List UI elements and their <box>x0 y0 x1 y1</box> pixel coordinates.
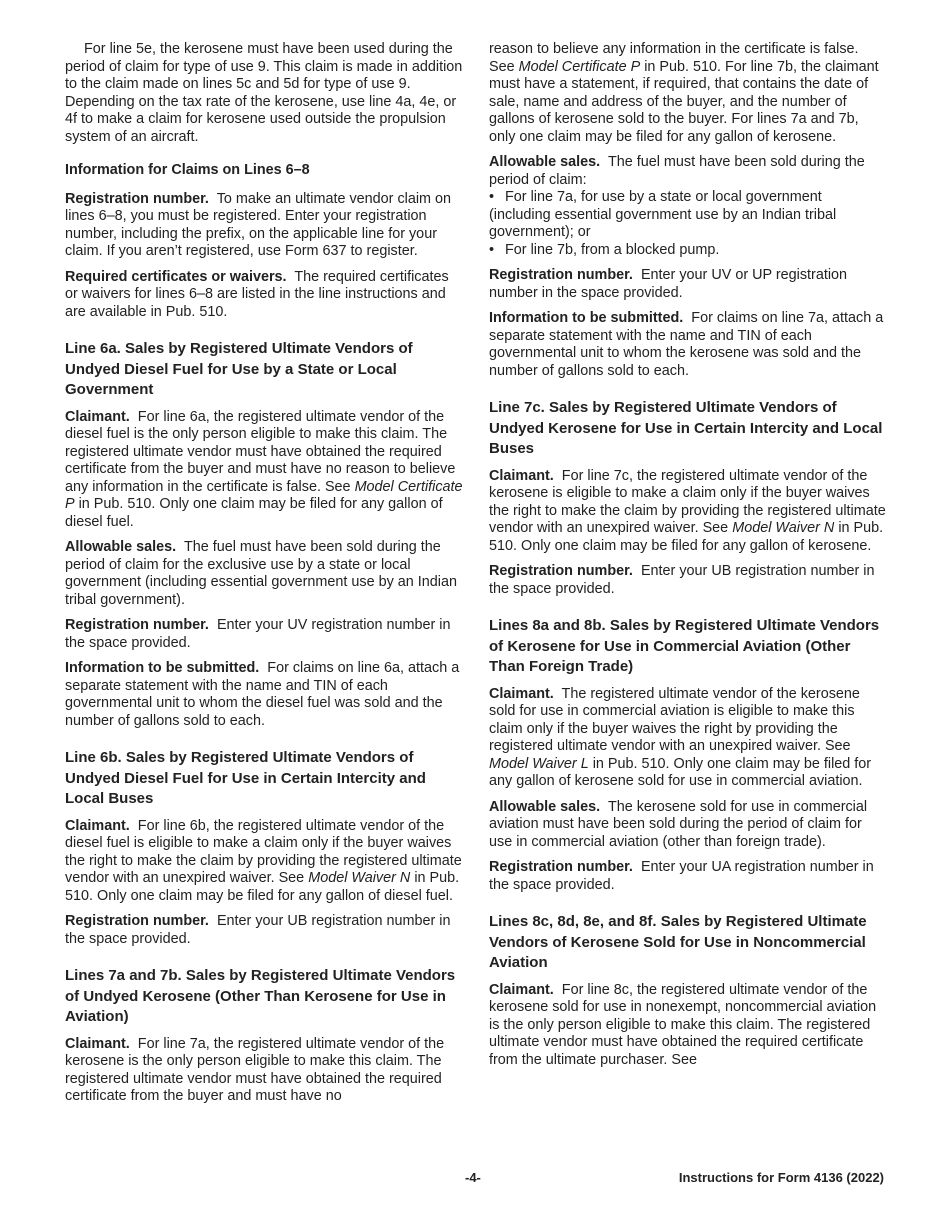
registration-label: Registration number. <box>489 267 633 283</box>
right-column <box>489 41 887 1069</box>
bullet-item <box>489 189 887 242</box>
registration-7-text: Enter your UV or UP registration number in the space provided. <box>489 267 848 301</box>
info-submitted-7-paragraph <box>489 310 887 380</box>
registration-6a-text: Enter your UV registration number in the space provided. <box>65 617 451 651</box>
model-waiver-ref: Model Waiver L <box>489 755 589 772</box>
heading-lines-7a-7b: Lines 7a and 7b. Sales by Registered Ultimate Vendors of Undyed Kerosene (Other Than Kerosene for Use in Aviation) <box>65 967 456 1025</box>
document-title: Instructions for Form 4136 (2022) <box>678 1170 884 1185</box>
model-waiver-ref: Model Waiver N <box>308 870 411 886</box>
claimant-8ab-paragraph <box>489 686 887 791</box>
bullet-text: For line 7b, from a blocked pump. <box>505 241 720 258</box>
heading-line-7c: Line 7c. Sales by Registered Ultimate Vendors of Undyed Kerosene for Use in Certain Intercity and Local Buses <box>489 399 883 457</box>
registration-7-paragraph <box>489 267 887 302</box>
claimant-8c-paragraph <box>489 982 887 1070</box>
claimant-label: Claimant. <box>489 467 554 484</box>
registration-6a-paragraph <box>65 617 463 652</box>
registration-label: Registration number. <box>65 190 209 207</box>
registration-6b-text: Enter your UB registration number in the space provided. <box>65 913 451 947</box>
bullet-text: For line 7a, for use by a state or local government (including essential government use by an Indian tribal government); or <box>489 189 837 240</box>
allowable-sales-label: Allowable sales. <box>489 798 601 815</box>
continued-paragraph <box>489 41 887 146</box>
claimant-7a-paragraph <box>65 1036 463 1106</box>
claimant-8c-text: For line 8c, the registered ultimate vendor of the kerosene sold for use in nonexempt, noncommercial aviation is the only person eligible to make this claim. The registered ultimate vendor must have obtained the required certificate from the ultimate purchaser. See <box>489 981 877 1068</box>
allowable-sales-label: Allowable sales. <box>65 539 177 555</box>
claimant-7c-text: For line 7c, the registered ultimate vendor of the kerosene is eligible to make a claim only if the buyer waives the right to make the claim by providing the registered ultimate vendor with an unexpired waiver. See <box>489 467 886 536</box>
continued-text: reason to believe any information in the certificate is false. See <box>489 41 859 75</box>
info-claims-heading: Information for Claims on Lines 6–8 <box>65 162 310 178</box>
claimant-label: Claimant. <box>65 817 130 834</box>
claimant-8ab-text: The registered ultimate vendor of the kerosene sold for use in commercial aviation is eligible to make this claim only if the buyer waives the right by providing the registered ultimate vendor with an unexpired waiver. See <box>489 685 860 754</box>
info-submitted-6a-text: For claims on line 6a, attach a separate statement with the name and TIN of each governmental unit to whom the diesel fuel was sold and the number of gallons sold to each. <box>65 660 460 729</box>
heading-lines-8a-8b: Lines 8a and 8b. Sales by Registered Ultimate Vendors of Kerosene for Use in Commercial Aviation (Other Than Foreign Trade) <box>489 617 880 675</box>
allowable-sales-6a-text: The fuel must have been sold during the period of claim for the exclusive use by a state or local government (including essential government use by an Indian tribal government). <box>65 539 457 608</box>
claimant-label: Claimant. <box>65 408 130 425</box>
registration-6b-paragraph <box>65 913 463 948</box>
registration-7c-paragraph <box>489 563 887 598</box>
heading-line-6b: Line 6b. Sales by Registered Ultimate Vendors of Undyed Diesel Fuel for Use in Certain Intercity and Local Buses <box>65 749 426 807</box>
continued-text-end: in Pub. 510. For line 7b, the claimant must have a statement, if required, that contains the date of sale, name and address of the buyer, and the number of gallons of kerosene sold to the buyer. For lines 7a and 7b, only one claim may be filed for any gallon of kerosene. <box>489 58 879 145</box>
bullet-icon: • <box>489 241 495 258</box>
registration-8ab-paragraph <box>489 859 887 894</box>
claimant-7a-text: For line 7a, the registered ultimate vendor of the kerosene is the only person eligible to make this claim. The registered ultimate vendor must have obtained the required certificate from the buyer and must have no <box>65 1035 445 1104</box>
registration-7c-text: Enter your UB registration number in the space provided. <box>489 563 875 597</box>
required-certificates-paragraph <box>65 269 463 322</box>
claimant-6a-text: For line 6a, the registered ultimate vendor of the diesel fuel is the only person eligible to make this claim. The registered ultimate vendor must have obtained the required certificate from the buyer and must have no reason to believe any information in the certificate is false. See <box>65 408 456 495</box>
claimant-6b-paragraph <box>65 818 463 906</box>
claimant-6a-text-end: in Pub. 510. Only one claim may be filed for any gallon of diesel fuel. <box>65 496 443 530</box>
registration-label: Registration number. <box>65 913 209 929</box>
registration-label: Registration number. <box>489 563 633 579</box>
info-submitted-label: Information to be submitted. <box>489 310 684 326</box>
info-submitted-label: Information to be submitted. <box>65 660 260 676</box>
model-certificate-ref: Model Certificate P <box>518 58 641 75</box>
claimant-7c-paragraph <box>489 468 887 556</box>
paragraph-line-5e: For line 5e, the kerosene must have been used during the period of claim for type of use 9. This claim is made in addition to the claim made on lines 5c and 5d for type of use 9. Depending on the tax rate of the kerosene, use line 4a, 4e, or 4f to make a claim for kerosene used outside the propulsion system of an aircraft. <box>65 41 463 145</box>
info-submitted-7-text: For claims on line 7a, attach a separate statement with the name and TIN of each governmental unit to whom the kerosene was sold and the number of gallons sold to each. <box>489 310 884 379</box>
allowable-sales-label: Allowable sales. <box>489 154 601 170</box>
heading-lines-8c-8f: Lines 8c, 8d, 8e, and 8f. Sales by Registered Ultimate Vendors of Kerosene Sold for Use in Noncommercial Aviation <box>489 913 867 971</box>
claimant-6b-text: For line 6b, the registered ultimate vendor of the diesel fuel is eligible to make a claim only if the buyer waives the right to make the claim by providing the registered ultimate vendor with an unexpired waiver. See <box>65 817 462 886</box>
registration-label: Registration number. <box>65 617 209 633</box>
claimant-label: Claimant. <box>489 981 554 998</box>
model-waiver-ref: Model Waiver N <box>732 520 835 536</box>
registration-label: Registration number. <box>489 859 633 875</box>
allowable-sales-7-paragraph <box>489 154 887 189</box>
allowable-sales-7-text: The fuel must have been sold during the period of claim: <box>489 154 865 188</box>
required-certificates-text: The required certificates or waivers for lines 6–8 are listed in the line instructions and are available in Pub. 510. <box>65 268 449 320</box>
registration-text: To make an ultimate vendor claim on lines 6–8, you must be registered. Enter your registration number, including the prefix, on the applicable line for your claim. If you aren’t registered, use Form 637 to register. <box>65 190 452 259</box>
claimant-6a-paragraph <box>65 409 463 532</box>
claimant-label: Claimant. <box>489 685 554 702</box>
allowable-sales-8ab-text: The kerosene sold for use in commercial aviation must have been sold during the period of claim for use in commercial aviation (other than foreign trade). <box>489 798 868 850</box>
bullet-icon: • <box>489 189 495 205</box>
bullet-item <box>489 242 887 260</box>
model-certificate-ref: Model Certificate P <box>65 478 463 512</box>
claimant-7c-text-end: in Pub. 510. Only one claim may be filed for any gallon of kerosene. <box>489 520 884 554</box>
claimant-8ab-text-end: in Pub. 510. Only one claim may be filed for any gallon of kerosene sold for use in commercial aviation. <box>489 755 872 789</box>
claimant-6b-text-end: in Pub. 510. Only one claim may be filed for any gallon of diesel fuel. <box>65 870 460 904</box>
info-submitted-6a-paragraph <box>65 660 463 730</box>
required-certificates-label: Required certificates or waivers. <box>65 268 287 285</box>
page-number: -4- <box>465 1170 481 1185</box>
registration-8ab-text: Enter your UA registration number in the space provided. <box>489 859 874 893</box>
left-column <box>65 41 463 1106</box>
heading-line-6a: Line 6a. Sales by Registered Ultimate Vendors of Undyed Diesel Fuel for Use by a State or Local Government <box>65 340 413 398</box>
allowable-sales-8ab-paragraph <box>489 799 887 852</box>
claimant-label: Claimant. <box>65 1035 130 1052</box>
registration-paragraph <box>65 191 463 261</box>
allowable-sales-6a-paragraph <box>65 539 463 609</box>
